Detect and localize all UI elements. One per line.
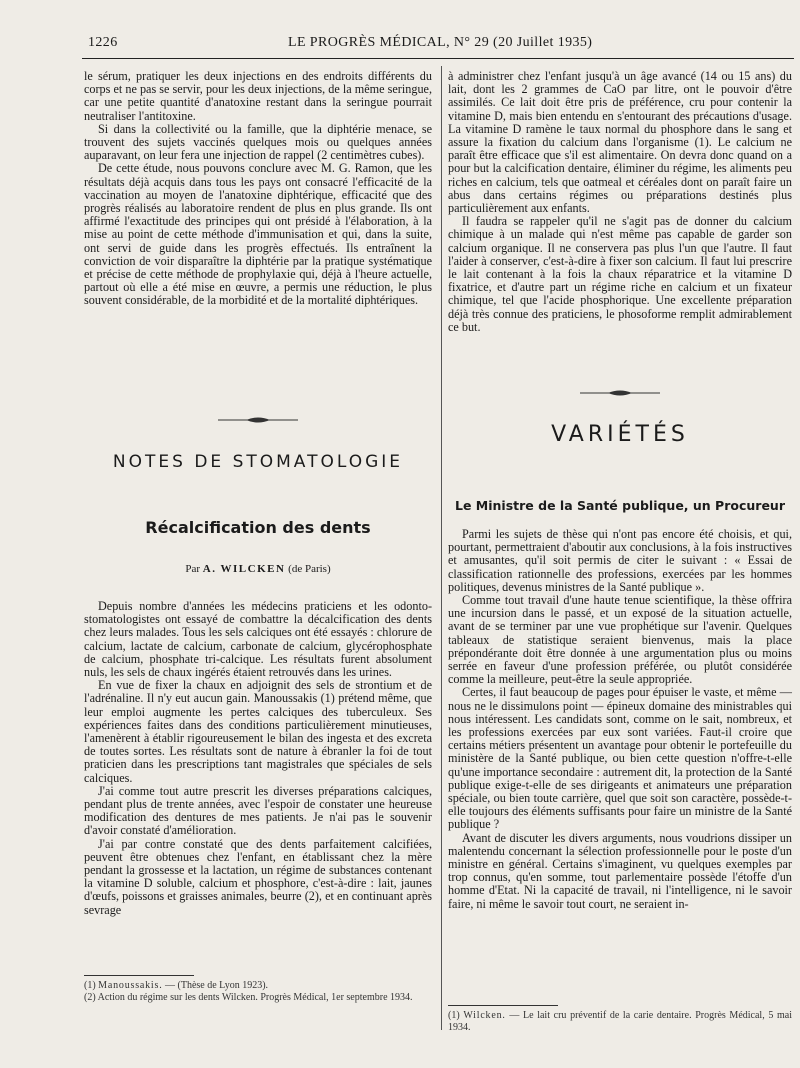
footnote-rule	[84, 975, 194, 976]
article-body	[84, 600, 432, 917]
byline	[84, 563, 432, 575]
byline-author: A. WILCKEN	[202, 563, 286, 575]
paragraph: Certes, il faut beaucoup de pages pour épuiser le vaste, et même — nous ne le dissimulons point — épineux domaine des ministrables qui nous intéressent. Les candidats sont, comme on le sait, nombreux, et les professions exercées par eux sont variées. Faut-il croire que certains métiers présentent un avantage pour obtenir le portefeuille du ministère de la Santé publique, ou bien cette question n'offre-t-elle qu'une importance secondaire : autrement dit, la protection de la Santé publique exige-t-elle de ses dirigeants et animateurs une préparation spéciale, ou bien toute carrière, quel que soit son caractère, possède-t-elle toujours des éléments suffisants pour faire un ministre de la Santé publique ?	[448, 685, 792, 832]
column-divider	[441, 66, 442, 1030]
paragraph: De cette étude, nous pouvons conclure avec M. G. Ramon, que les résultats déjà acquis dans tous les pays ont consacré l'efficacité de la vaccination au moyen de l'anatoxine diphtérique, efficacité que des progrès réalisés au laboratoire rendent de plus en plus grande. Ils ont affirmé l'exactitude des principes qui ont présidé à l'élaboration, à la mise au point de cette méthode d'immunisation et qui, dans la suite, ont servi de guide dans les progrès effectués. Ils entraînent la conviction de voir disparaître la diphtérie par la pratique systématique et précise de cette méthode de prophylaxie qui, déjà à l'heure actuelle, partout où elle a été mise en œuvre, a permis une réduction, le plus souvent considérable, de la morbidité et de la mortalité diphtériques.	[84, 161, 432, 308]
article-title: Récalcification des dents	[145, 518, 371, 537]
section-heading-block	[448, 422, 792, 447]
footnote: (1) Manoussakis. — (Thèse de Lyon 1923).	[84, 980, 269, 991]
header-rule	[82, 58, 794, 59]
paragraph: Il faudra se rappeler qu'il ne s'agit pas de donner du calcium chimique à un malade qui n'est même pas capable de garder son calcium organique. Il ne conservera pas plus l'un que l'autre. Il faut l'aider à conserver, c'est-à-dire à fixer son calcium. Il faut lui prescrire le lait contenant à la fois la chaux réparatrice et la vitamine D fixatrice, et d'autre part un régime riche en calcium et un fixateur chimique, tel que l'acide phosphorique. Une excellente préparation déjà très connue des praticiens, le phosoforme remplit admirablement ce but.	[448, 214, 792, 334]
footnotes	[84, 975, 432, 1003]
byline-prefix: Par	[185, 563, 201, 575]
section-title: VARIÉTÉS	[551, 422, 689, 447]
paragraph: J'ai comme tout autre prescrit les diverses préparations calciques, pendant plus de trente années, avec l'espoir de constater une heureuse modification des dentures de mes patients. Je n'ai pas le souvenir d'avoir constaté d'amélioration.	[84, 783, 432, 838]
diphtheria-conclusion	[84, 70, 432, 308]
paragraph: Parmi les sujets de thèse qui n'ont pas encore été choisis, et qui, pourtant, permettraient d'aboutir aux conclusions, à la fois instructives et amusantes, qu'il soit permis de citer le suivant : « Essai de classification rationnelle des professions, exercées par les hommes politiques, devenus ministres de la Santé publique ».	[448, 527, 792, 594]
article-title-block	[84, 518, 432, 537]
page-number: 1226	[88, 35, 118, 50]
running-header	[88, 35, 796, 55]
section-title: NOTES DE STOMATOLOGIE	[112, 452, 404, 472]
article-title: Le Ministre de la Santé publique, un Procureur	[455, 498, 785, 513]
running-title: LE PROGRÈS MÉDICAL, N° 29 (20 Juillet 1935)	[288, 35, 593, 50]
ornament-icon	[218, 415, 298, 425]
paragraph: J'ai par contre constaté que des dents parfaitement calcifiées, peuvent être obtenues chez l'enfant, en établissant chez la mère pendant la grossesse et la lactation, un régime de substances contenant la vitamine D soluble, calcium et phosphore, c'est-à-dire : lait, jaunes d'œufs, poissons et graisses animales, beurre (2), et en continuant après sevrage	[84, 836, 432, 917]
separator-ornament	[448, 388, 792, 398]
ornament-icon	[580, 388, 660, 398]
paragraph: Avant de discuter les divers arguments, nous voudrions dissiper un malentendu concernant la sélection professionnelle pour le poste d'un ministre en général. Certains s'imaginent, vu quelques exemples par trop connus, qu'en somme, tout parlementaire possède l'étoffe d'un homme d'Etat. Ni la capacité de travail, ni l'intelligence, ni le savoir faire, ni même le savoir tout court, ne seraient in-	[448, 830, 792, 911]
paragraph: En vue de fixer la chaux en adjoignit des sels de strontium et de l'adrénaline. Il n'y eut aucun gain. Manoussakis (1) prétend même, que leur emploi augmente les pertes calciques des tuberculeux. Ses expériences faites dans des conditions particulièrement minutieuses, l'amenèrent à établir rigoureusement le bilan des ingesta et des excreta de toutes sortes. Les résultats sont de nature à ébranler la foi de tout praticien dans les prescriptions tant magistrales que spéciales de sels calciques.	[84, 678, 432, 785]
article-title-block	[448, 498, 792, 513]
paragraph: Depuis nombre d'années les médecins praticiens et les odonto-stomatologistes ont essayé de combattre la décalcification des dents chez leurs malades. Tous les sels calciques ont été essayés : chlorure de calcium, lactate de calcium, carbonate de calcium, glycérophosphate de calcium, phosphate tri-calcique. Les résultats furent absolument nuls, les sels de chaux ingérés étaient retrouvés dans les urines.	[84, 599, 432, 680]
section-heading-block	[84, 452, 432, 472]
recalcification-continued	[448, 70, 792, 334]
paragraph: Si dans la collectivité ou la famille, que la diphtérie menace, se trouvent des sujets vaccinés quelques mois ou quelques années auparavant, on leur fera une injection de rappel (2 centimètres cubes).	[84, 121, 432, 163]
paragraph: à administrer chez l'enfant jusqu'à un âge avancé (14 ou 15 ans) du lait, dont les 2 grammes de CaO par litre, ont le pouvoir d'être assimilés. Ce lait doit être pris de préférence, cru pour contenir la vitamine D, mais bien entendu en s'entourant des précautions d'usage. La vitamine D ramène le taux normal du phosphore dans le sang et assure la fixation du calcium dans l'organisme (1). Le calcium ne paraît être efficace que s'il est alimentaire. On devra donc quand on a pour but la calcification dentaire, éliminer du régime, les aliments peu riches en calcium, tels que oatmeal et céréales dont on paraît faire un abus dans certains régimes ou préparations destinés plus particulièrement aux enfants.	[448, 69, 792, 216]
footnotes	[448, 1005, 792, 1033]
paragraph: Comme tout travail d'une haute tenue scientifique, la thèse offrira une incursion dans le passé, et un exposé de la situation actuelle, avant de se terminer par une vue prophétique sur l'avenir. Quelques tableaux de statistique seraient bienvenus, mais la place prépondérante doit être donnée à une argumentation plus ou moins serrée en faveur d'une profession préférée, ou plutôt considérée comme la meilleure, peut-être la seule appropriée.	[448, 593, 792, 687]
separator-ornament	[84, 415, 432, 425]
footnote: (1) Wilcken. — Le lait cru préventif de la carie dentaire. Progrès Médical, 5 mai 1934.	[448, 1010, 792, 1033]
footnote: (2) Action du régime sur les dents Wilcken. Progrès Médical, 1er septembre 1934.	[84, 991, 413, 1003]
paragraph: le sérum, pratiquer les deux injections en des endroits différents du corps et ne pas se servir, pour les deux injections, de la même seringue, car une petite quantité d'anatoxine restant dans la seringue pourrait neutraliser l'antitoxine.	[84, 69, 432, 123]
footnote-rule	[448, 1005, 558, 1006]
byline-suffix: (de Paris)	[288, 563, 331, 575]
article-body	[448, 528, 792, 911]
byline-block	[84, 563, 432, 575]
